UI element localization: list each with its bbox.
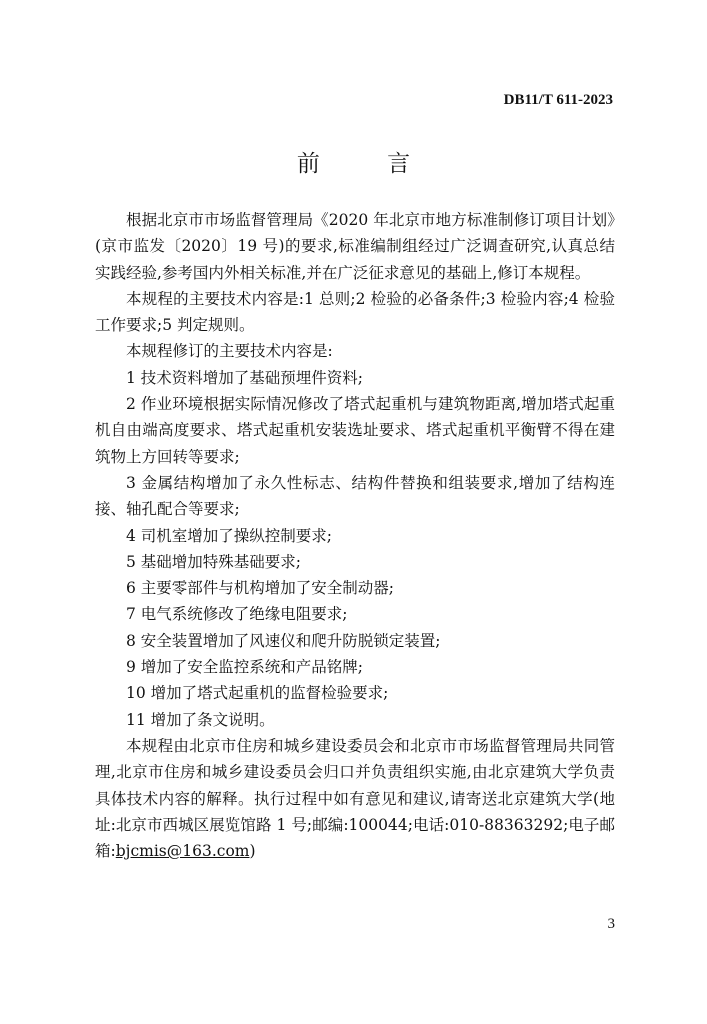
list-item: 4 司机室增加了操纵控制要求; [126,526,333,545]
paragraph: 本规程的主要技术内容是:1 总则;2 检验的必备条件;3 检验内容;4 检验工作要求;5 判定规则。 [95,289,615,335]
list-item: 9 增加了安全监控系统和产品铭牌; [126,658,364,677]
page-number: 3 [607,916,615,932]
paragraph: 本规程修订的主要技术内容是: [126,342,333,361]
page-title: 前 言 [296,151,441,177]
list-item: 10 增加了塔式起重机的监督检验要求; [126,684,389,703]
list-item: 8 安全装置增加了风速仪和爬升防脱锁定装置; [126,631,441,650]
list-item: 1 技术资料增加了基础预埋件资料; [126,368,364,387]
document-body [95,207,615,864]
list-item: 11 增加了条文说明。 [126,710,275,729]
list-item: 7 电气系统修改了绝缘电阻要求; [126,605,348,624]
list-item: 3 金属结构增加了永久性标志、结构件替换和组装要求,增加了结构连接、轴孔配合等要求; [95,473,615,519]
list-item: 6 主要零部件与机构增加了安全制动器; [126,579,395,598]
contact-paragraph [95,733,615,864]
email-link[interactable]: bjcmis@163.com [115,842,250,861]
contact-text: 本规程由北京市住房和城乡建设委员会和北京市市场监督管理局共同管理,北京市住房和城乡建设委员会归口并负责组织实施,由北京建筑大学负责具体技术内容的解释。执行过程中如有意见和建议,请寄送北京建筑大学(地址:北京市西城区展览馆路 1 号;邮编:100044;电话:010-88363292;电子邮箱: [95,736,615,861]
list-item: 5 基础增加特殊基础要求; [126,552,302,571]
list-item: 2 作业环境根据实际情况修改了塔式起重机与建筑物距离,增加塔式起重机自由端高度要求、塔式起重机安装选址要求、塔式起重机平衡臂不得在建筑物上方回转等要求; [95,395,615,466]
paragraph: 根据北京市市场监督管理局《2020 年北京市地方标准制修订项目计划》(京市监发〔2020〕19 号)的要求,标准编制组经过广泛调查研究,认真总结实践经验,参考国内外相关标准,并在广泛征求意见的基础上,修订本规程。 [95,211,615,282]
document-code: DB11/T 611-2023 [503,92,613,108]
closing-paren: ) [249,842,256,861]
